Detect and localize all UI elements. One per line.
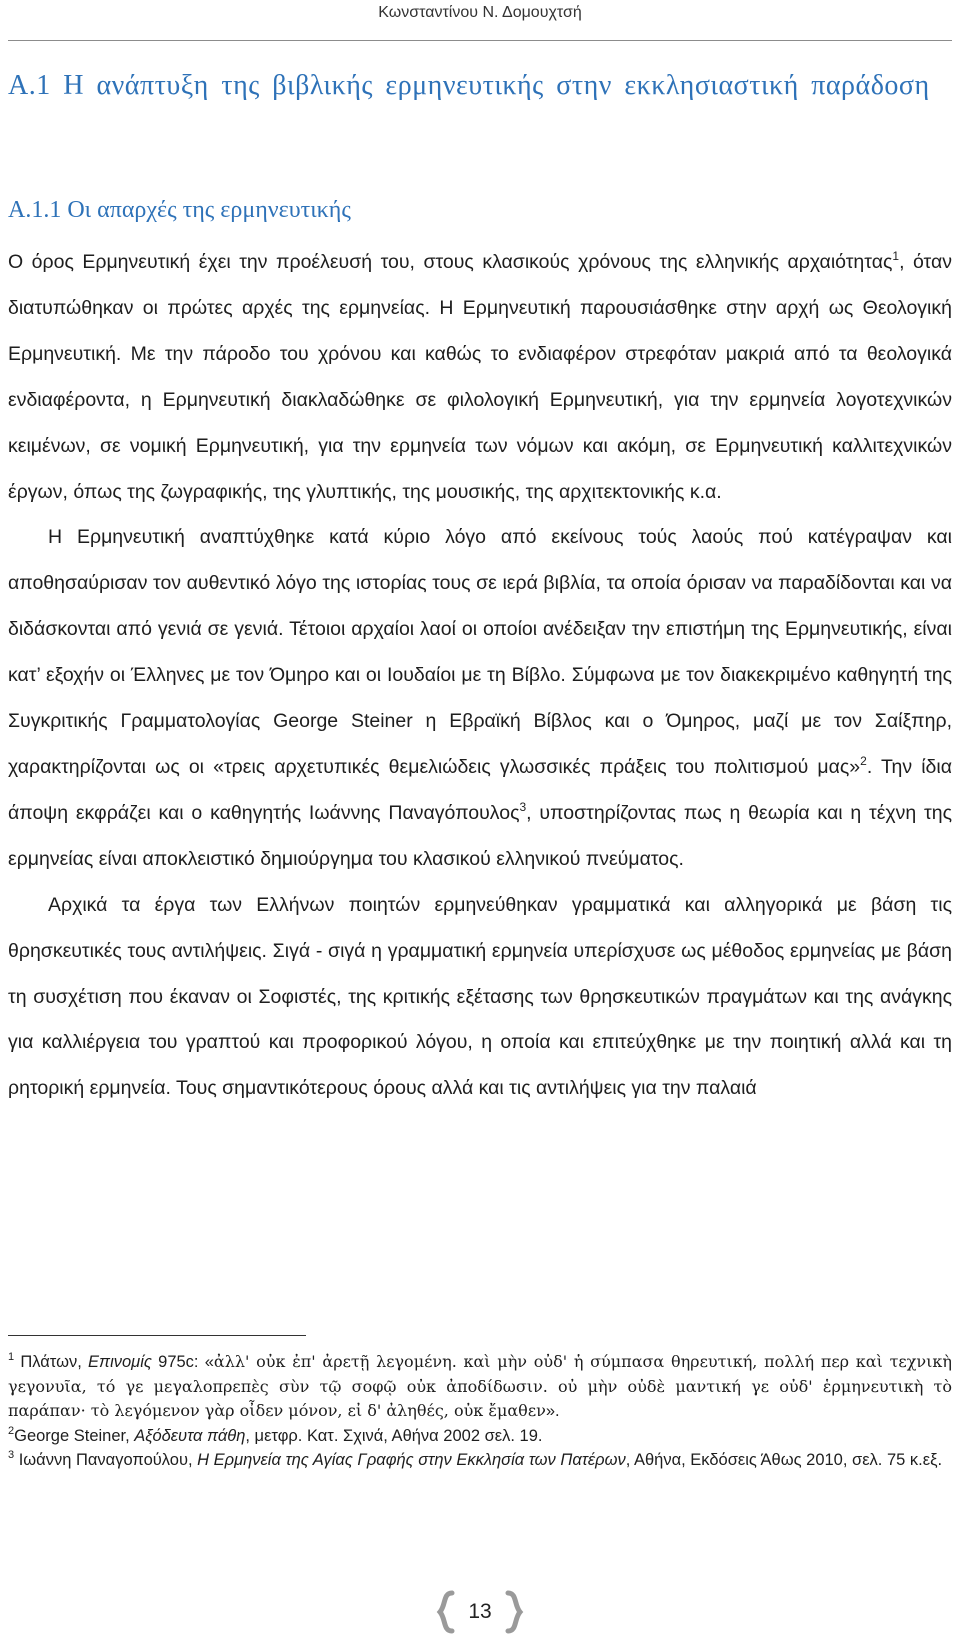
page-number-box: [432, 1590, 528, 1634]
footnote-1-ref: 975c: «: [151, 1353, 214, 1371]
section-title: Α.1 Η ανάπτυξη της βιβλικής ερμηνευτικής στην εκκλησιαστική παράδοση: [8, 70, 930, 101]
footnote-3-number: 3: [8, 1449, 15, 1461]
paragraph-2-text-b: . Την ίδια άποψη εκφράζει και ο καθηγητής Ιωάννης Παναγόπουλος: [8, 755, 952, 824]
footnote-ref-3[interactable]: 3: [519, 799, 527, 814]
body-text: [8, 240, 952, 1112]
paragraph-2-text-c: , υποστηρίζοντας πως η θεωρία και η τέχνη της ερμηνείας είναι αποκλειστικό δημιούργημα του κλασικού ελληνικού πνεύματος.: [8, 801, 953, 870]
page-number: 13: [468, 1600, 492, 1623]
footnote-2-number: 2: [8, 1424, 15, 1437]
running-header-author: Κωνσταντίνου Ν. Δομουχτσή: [378, 4, 582, 21]
footnote-2-work: Αξόδευτα πάθη: [134, 1426, 246, 1445]
footnote-ref-1[interactable]: 1: [892, 249, 900, 263]
footnote-2-author: George Steiner,: [14, 1426, 135, 1445]
footnote-1: [8, 1350, 952, 1424]
footnote-ref-2[interactable]: 2: [860, 753, 867, 768]
subsection-title: Α.1.1 Οι απαρχές της ερμηνευτικής: [8, 197, 351, 223]
footnote-1-work: Επινομίς: [88, 1353, 152, 1371]
paragraph-3: [8, 883, 952, 1113]
paragraph-1-text-b: , όταν διατυπώθηκαν οι πρώτες αρχές της ερμηνείας. Η Ερμηνευτική παρουσιάσθηκε στην αρχή ως Θεολογική Ερμηνευτική. Με την πάροδο του χρόνου και καθώς το ενδιαφέρον στρεφόταν μακριά από τα θεολογικά ενδιαφέροντα, η Ερμηνευτική διακλαδώθηκε σε φιλολογική Ερμηνευτική, για την ερμηνεία λογοτεχνικών κειμένων, σε νομική Ερμηνευτική, για την ερμηνεία των νόμων και ακόμη, σε Ερμηνευτική καλλιτεχνικών έργων, όπως της ζωγραφικής, της γλυπτικής, της μουσικής, της αρχιτεκτονικής κ.α.: [8, 251, 952, 503]
paragraph-2: [8, 515, 952, 882]
footnotes: [8, 1350, 952, 1473]
footnote-3-work: Η Ερμηνεία της Αγίας Γραφής στην Εκκλησία των Πατέρων: [197, 1451, 626, 1469]
paragraph-3-text: Αρχικά τα έργα των Ελλήνων ποιητών ερμηνεύθηκαν γραμματικά και αλληγορικά με βάση τις θρησκευτικές τους αντιλήψεις. Σιγά - σιγά η γραμματική ερμηνεία υπερίσχυσε ως μέθοδος ερμηνείας με βάση τη συσχέτιση που έκαναν οι Σοφιστές, της κριτικής εξέτασης των θρησκευτικών πραγμάτων και της ανάγκης για καλλιέργεια του γραπτού και προφορικού λόγου, η οποία και επιτεύχθηκε με την ποιητική αλλά και τη ρητορική ερμηνεία. Τους σημαντικότερους όρους αλλά και τις αντιλήψεις για την παλαιά: [8, 893, 952, 1100]
footnote-separator: [8, 1335, 306, 1336]
footnote-3-rest: , Αθήνα, Εκδόσεις Άθως 2010, σελ. 75 κ.εξ.: [625, 1451, 943, 1469]
footnote-1-author: Πλάτων,: [20, 1353, 89, 1371]
footnote-2-rest: , μετφρ. Κατ. Σχινά, Αθήνα 2002 σελ. 19.: [245, 1426, 543, 1445]
header-divider: [8, 40, 952, 41]
paragraph-2-text-a: Η Ερμηνευτική αναπτύχθηκε κατά κύριο λόγο από εκείνους τούς λαούς πού κατέγραψαν και αποθησαύρισαν τον αυθεντικό λόγο της ιστορίας τους σε ιερά βιβλία, τα οποία όρισαν να παραδίδονται και να διδάσκονται από γενιά σε γενιά. Τέτοιοι αρχαίοι λαοί οι οποίοι ανέδειξαν την επιστήμη της Ερμηνευτικής, είναι κατ’ εξοχήν οι Έλληνες με τον Όμηρο και οι Ιουδαίοι με τη Βίβλο. Σύμφωνα με τον διακεκριμένο καθηγητή της Συγκριτικής Γραμματολογίας George Steiner η Εβραϊκή Βίβλος και ο Όμηρος, μαζί με τον Σαίξπηρ, χαρακτηρίζονται ως οι «τρεις αρχετυπικές θεμελιώδεις γλωσσικές πράξεις του πολιτισμού μας»: [8, 526, 952, 778]
paragraph-1-text-a: Ο όρος Ερμηνευτική έχει την προέλευσή του, στους κλασικούς χρόνους της ελληνικής αρχαιότητας: [8, 251, 893, 273]
footnote-1-number: 1: [8, 1351, 15, 1363]
footnote-2: [8, 1424, 952, 1449]
footnote-1-greek-quote: ἀλλ' οὐκ ἐπ' ἀρετῇ λεγομένη. καὶ μὴν οὐδ' ἡ σύμπασα θηρευτική, πολλή περ καὶ τεχνικὴ γεγονυῖα, τό γε μεγαλοπρεπὲς σὺν τῷ σοφῷ οὐκ ἀποδίδωσιν. οὐ μὴν οὐδὲ μαντική γε οὐδ' ἑρμηνευτικὴ τὸ παράπαν· τὸ λεγόμενον γὰρ οἶδεν μόνον, εἰ δ' ἀληθές, οὐκ ἔμαθεν: [8, 1352, 952, 1420]
paragraph-1: [8, 240, 952, 515]
footnote-3: [8, 1448, 952, 1473]
footnote-3-author: Ιωάννη Παναγοπούλου,: [14, 1451, 198, 1469]
footnote-1-close: ».: [545, 1402, 560, 1420]
